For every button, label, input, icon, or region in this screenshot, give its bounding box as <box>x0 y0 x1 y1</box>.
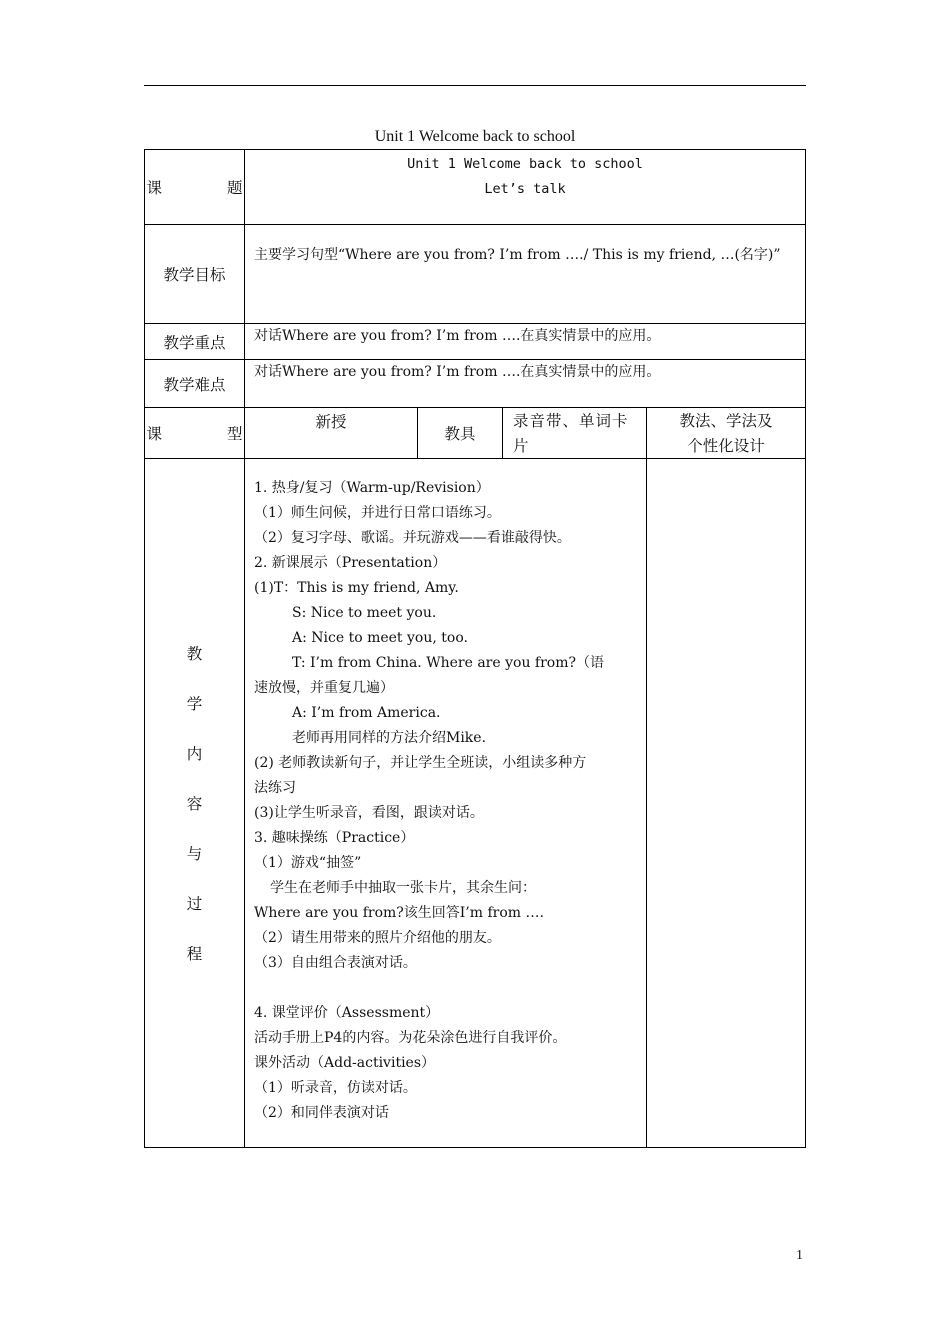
type-label-cell <box>144 407 273 459</box>
process-line: （1）听录音，仿读对话。 <box>254 1080 417 1096</box>
topic-line-2: Let’s talk <box>484 181 566 197</box>
document-title: Unit 1 Welcome back to school <box>374 128 576 145</box>
process-line: A: Nice to meet you, too. <box>292 630 468 646</box>
methods-header-cell <box>646 407 806 459</box>
process-line: （2）复习字母、歌谣。并玩游戏——看谁敲得快。 <box>254 530 571 546</box>
process-label-char: 学 <box>186 695 203 713</box>
focus-value-cell <box>244 323 806 360</box>
type-value: 新授 <box>315 413 347 431</box>
aids-value: 录音带、单词卡片 <box>513 412 629 455</box>
methods-header-line-1: 教法、学法及 <box>679 412 773 430</box>
process-line: （2）请生用带来的照片介绍他的朋友。 <box>254 930 501 946</box>
process-line: 课外活动（Add-activities） <box>254 1055 436 1071</box>
topic-label-cell <box>144 149 273 225</box>
difficulty-text: 对话Where are you from? I’m from ….在真实情景中的应用。 <box>254 364 661 380</box>
difficulty-label-cell <box>144 359 245 408</box>
process-label-char: 过 <box>186 895 203 913</box>
process-line: T: I’m from China. Where are you from?（语 <box>292 655 604 671</box>
topic-line-1: Unit 1 Welcome back to school <box>407 156 643 172</box>
process-line: (2) 老师教读新句子，并让学生全班读，小组读多种方 <box>254 755 587 771</box>
process-label-char: 程 <box>186 945 203 963</box>
methods-header-line-2: 个性化设计 <box>687 437 765 455</box>
difficulty-label: 教学难点 <box>163 375 226 394</box>
objective-value-cell <box>244 224 806 324</box>
process-content-cell <box>244 458 647 1148</box>
process-line: S: Nice to meet you. <box>292 605 437 621</box>
process-label-char: 与 <box>186 845 203 863</box>
process-label-cell <box>144 458 245 1148</box>
process-line: Where are you from?该生回答I’m from …. <box>254 905 544 921</box>
process-line: （1）游戏“抽签” <box>254 855 362 871</box>
objective-label: 教学目标 <box>163 266 226 284</box>
topic-label: 课 题 <box>146 179 273 197</box>
process-line: （1）师生问候，并进行日常口语练习。 <box>254 505 501 521</box>
process-line: 1. 热身/复习（Warm-up/Revision） <box>254 480 490 496</box>
process-line: (1)T：This is my friend, Amy. <box>254 580 459 596</box>
focus-text: 对话Where are you from? I’m from ….在真实情景中的应用。 <box>254 328 661 344</box>
objective-text: 主要学习句型“Where are you from? I’m from …./ This is my friend, …(名字)” <box>254 247 781 263</box>
methods-design-cell <box>646 458 806 1148</box>
process-line: （2）和同伴表演对话 <box>254 1105 389 1121</box>
aids-label: 教具 <box>444 425 476 443</box>
difficulty-value-cell <box>244 359 806 408</box>
process-line: (3)让学生听录音，看图，跟读对话。 <box>254 805 484 821</box>
process-label-char: 教 <box>186 645 203 663</box>
process-line: （3）自由组合表演对话。 <box>254 955 417 971</box>
aids-label-cell <box>417 407 503 459</box>
process-line: 活动手册上P4的内容。为花朵涂色进行自我评价。 <box>254 1030 567 1046</box>
process-label-char: 容 <box>186 795 203 813</box>
process-line: 老师再用同样的方法介绍Mike. <box>292 730 487 746</box>
process-line: 3. 趣味操练（Practice） <box>254 830 415 846</box>
process-line: 法练习 <box>254 780 296 796</box>
topic-value-cell <box>244 149 806 225</box>
header-rule <box>144 85 806 86</box>
page-number: 1 <box>796 1248 803 1263</box>
process-line: 2. 新课展示（Presentation） <box>254 555 447 571</box>
aids-value-cell <box>502 407 647 459</box>
type-label: 课 型 <box>146 425 273 443</box>
process-line: 速放慢，并重复几遍） <box>254 680 394 696</box>
process-line: 4. 课堂评价（Assessment） <box>254 1005 440 1021</box>
process-label-char: 内 <box>186 745 203 763</box>
type-value-cell <box>244 407 418 459</box>
process-line: A: I’m from America. <box>292 705 441 721</box>
focus-label: 教学重点 <box>163 333 226 352</box>
process-line: 学生在老师手中抽取一张卡片，其余生问： <box>270 880 536 896</box>
process-blank-line <box>254 976 642 1001</box>
focus-label-cell <box>144 323 245 360</box>
objective-label-cell <box>144 224 245 324</box>
